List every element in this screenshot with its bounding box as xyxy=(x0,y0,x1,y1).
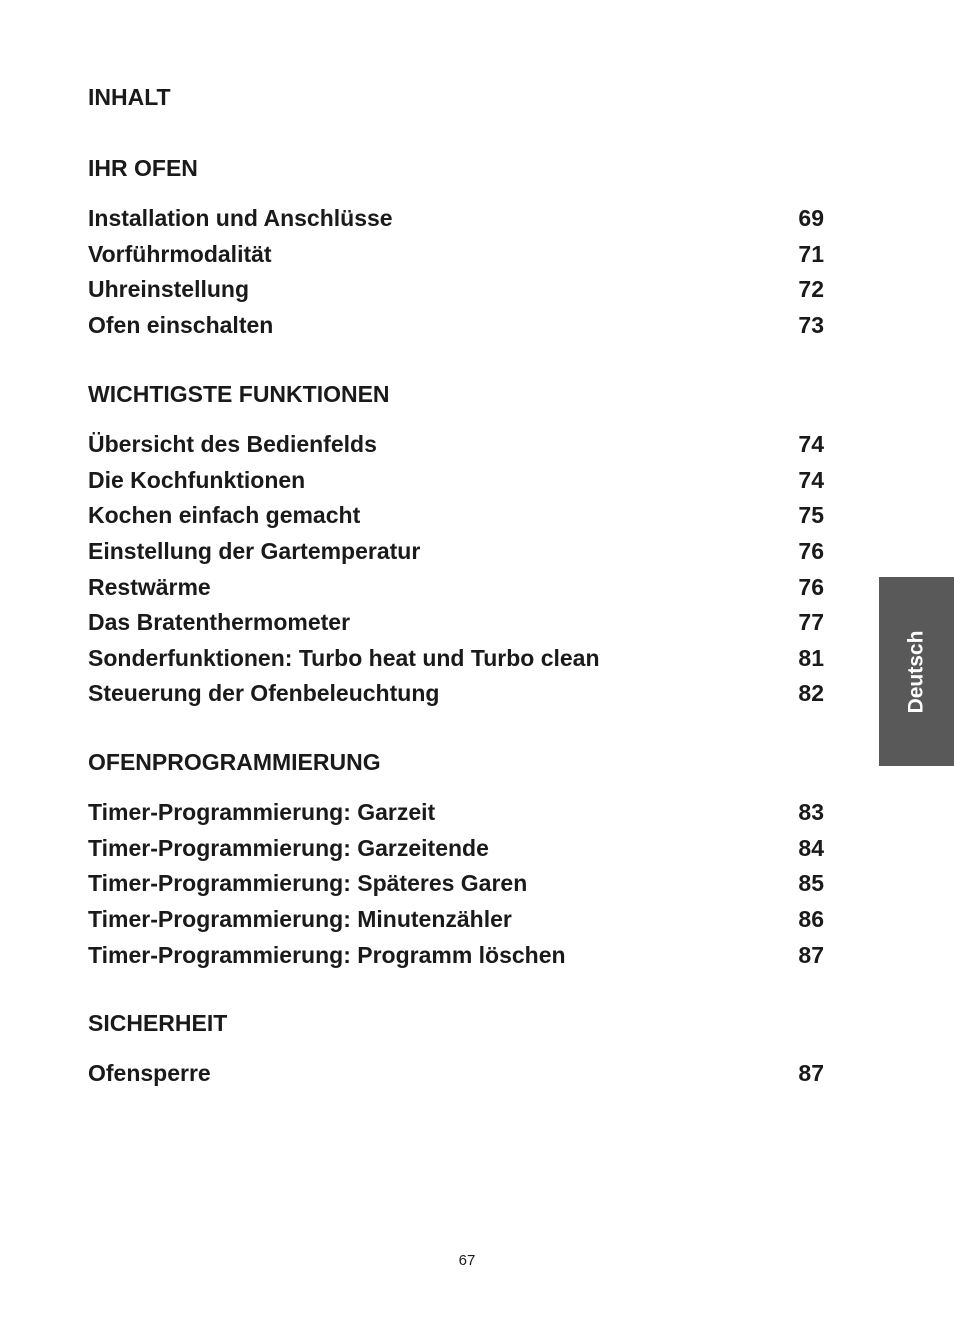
toc-entry xyxy=(88,831,824,867)
section-heading: WICHTIGSTE FUNKTIONEN xyxy=(88,381,390,407)
entry-page: 73 xyxy=(798,312,824,339)
entry-page: 87 xyxy=(798,941,824,968)
toc-entry xyxy=(88,866,824,902)
entry-page: 83 xyxy=(798,799,824,826)
toc-entry xyxy=(88,534,824,570)
section-ihr-ofen xyxy=(88,153,824,343)
toc-entry xyxy=(88,201,824,237)
entry-label: Ofen einschalten xyxy=(88,312,274,339)
entry-label: Uhreinstellung xyxy=(88,276,250,303)
language-tab-label: Deutsch xyxy=(904,630,928,713)
entry-page: 87 xyxy=(798,1060,824,1087)
entry-page: 71 xyxy=(798,240,824,267)
entry-page: 76 xyxy=(798,573,824,600)
entry-page: 86 xyxy=(798,906,824,933)
entry-label: Kochen einfach gemacht xyxy=(88,502,361,529)
entry-page: 76 xyxy=(798,538,824,565)
entry-label: Das Bratenthermometer xyxy=(88,609,351,636)
entry-label: Steuerung der Ofenbeleuchtung xyxy=(88,680,440,707)
entry-label: Timer-Programmierung: Garzeitende xyxy=(88,834,489,861)
toc-entry xyxy=(88,937,824,973)
entry-page: 82 xyxy=(798,680,824,707)
entry-label: Die Kochfunktionen xyxy=(88,466,306,493)
entry-page: 85 xyxy=(798,870,824,897)
toc-entry xyxy=(88,1056,824,1092)
toc-entry xyxy=(88,605,824,641)
entry-label: Installation und Anschlüsse xyxy=(88,205,393,232)
toc-entry xyxy=(88,498,824,534)
toc-entry xyxy=(88,569,824,605)
toc-entry xyxy=(88,308,824,344)
section-heading: IHR OFEN xyxy=(88,155,198,181)
entry-label: Timer-Programmierung: Garzeit xyxy=(88,799,436,826)
entry-page: 77 xyxy=(798,609,824,636)
entry-label: Übersicht des Bedienfelds xyxy=(88,431,377,458)
toc-entry xyxy=(88,237,824,273)
toc-entry xyxy=(88,902,824,938)
entry-label: Timer-Programmierung: Programm löschen xyxy=(88,941,566,968)
entry-page: 84 xyxy=(798,834,824,861)
entry-label: Timer-Programmierung: Minutenzähler xyxy=(88,906,512,933)
entry-label: Ofensperre xyxy=(88,1060,211,1087)
entry-label: Timer-Programmierung: Späteres Garen xyxy=(88,870,528,897)
entry-page: 81 xyxy=(798,644,824,671)
language-tab xyxy=(879,577,954,766)
entry-label: Sonderfunktionen: Turbo heat und Turbo clean xyxy=(88,644,600,671)
entry-page: 74 xyxy=(798,466,824,493)
section-heading: SICHERHEIT xyxy=(88,1010,228,1036)
entry-page: 75 xyxy=(798,502,824,529)
entry-label: Vorführmodalität xyxy=(88,240,272,267)
toc-entry xyxy=(88,463,824,499)
toc-entry xyxy=(88,795,824,831)
entry-label: Restwärme xyxy=(88,573,211,600)
page-number: 67 xyxy=(458,1252,476,1269)
toc-title: INHALT xyxy=(88,84,171,110)
toc-entry xyxy=(88,641,824,677)
toc-entry xyxy=(88,427,824,463)
section-sicherheit xyxy=(88,1008,824,1092)
section-wichtigste-funktionen xyxy=(88,379,824,712)
entry-page: 69 xyxy=(798,205,824,232)
section-heading: OFENPROGRAMMIERUNG xyxy=(88,749,381,775)
entry-label: Einstellung der Gartemperatur xyxy=(88,538,421,565)
entry-page: 74 xyxy=(798,431,824,458)
toc-entry xyxy=(88,272,824,308)
section-ofenprogrammierung xyxy=(88,747,824,973)
entry-page: 72 xyxy=(798,276,824,303)
toc-entry xyxy=(88,676,824,712)
